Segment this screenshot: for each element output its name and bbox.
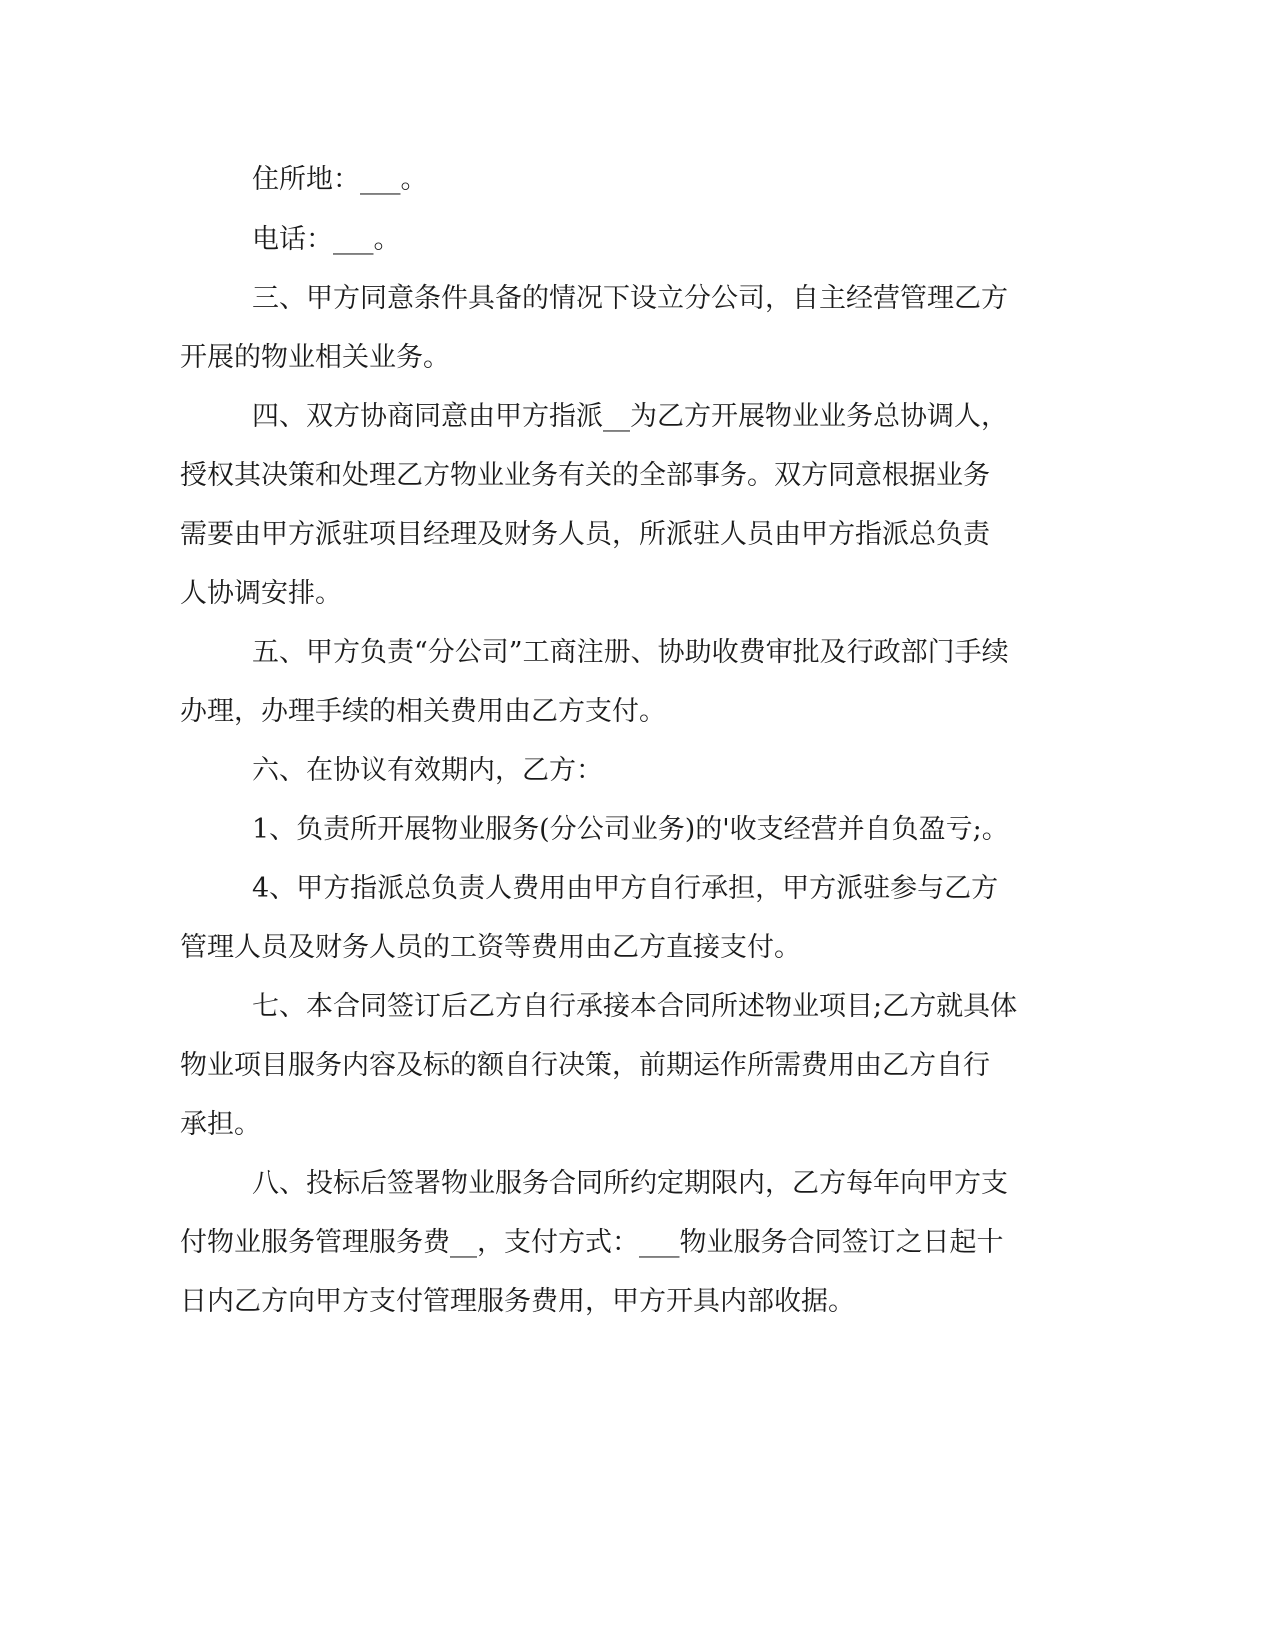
- line-text: 物业项目服务内容及标的额自行决策，前期运作所需费用由乙方自行: [180, 1050, 990, 1081]
- paragraph-line: [0, 160, 1275, 200]
- line-text: 七、本合同签订后乙方自行承接本合同所述物业项目;乙方就具体: [252, 991, 1018, 1022]
- paragraph-line: [0, 751, 1275, 791]
- paragraph-line: [0, 633, 1275, 673]
- paragraph-line: [0, 1223, 1275, 1263]
- line-text: 4、甲方指派总负责人费用由甲方自行承担，甲方派驻参与乙方: [252, 873, 999, 904]
- paragraph-line: [0, 692, 1275, 732]
- paragraph-line: [0, 397, 1275, 437]
- paragraph-line: [0, 869, 1275, 909]
- paragraph-line: [0, 515, 1275, 555]
- paragraph-line: [0, 279, 1275, 319]
- line-text: 1、负责所开展物业服务(分公司业务)的'收支经营并自负盈亏;。: [252, 814, 1009, 845]
- line-text: 承担。: [180, 1109, 261, 1140]
- line-text: 日内乙方向甲方支付管理服务费用，甲方开具内部收据。: [180, 1286, 855, 1317]
- paragraph-line: [0, 810, 1275, 850]
- line-text: 管理人员及财务人员的工资等费用由乙方直接支付。: [180, 932, 801, 963]
- line-text: 五、甲方负责“分公司”工商注册、协助收费审批及行政部门手续: [252, 637, 1009, 668]
- paragraph-line: [0, 1105, 1275, 1145]
- paragraph-line: [0, 220, 1275, 260]
- line-text: 住所地：___。: [252, 164, 428, 195]
- paragraph-line: [0, 574, 1275, 614]
- line-text: 授权其决策和处理乙方物业业务有关的全部事务。双方同意根据业务: [180, 460, 990, 491]
- line-text: 六、在协议有效期内，乙方：: [252, 755, 603, 786]
- line-text: 四、双方协商同意由甲方指派__为乙方开展物业业务总协调人，: [252, 401, 1008, 432]
- line-text: 三、甲方同意条件具备的情况下设立分公司，自主经营管理乙方: [252, 283, 1008, 314]
- line-text: 付物业服务管理服务费__，支付方式：___物业服务合同签订之日起十: [180, 1227, 1004, 1258]
- paragraph-line: [0, 987, 1275, 1027]
- line-text: 八、投标后签署物业服务合同所约定期限内，乙方每年向甲方支: [252, 1168, 1008, 1199]
- line-text: 人协调安排。: [180, 578, 342, 609]
- paragraph-line: [0, 928, 1275, 968]
- paragraph-line: [0, 456, 1275, 496]
- line-text: 办理，办理手续的相关费用由乙方支付。: [180, 696, 666, 727]
- paragraph-line: [0, 1164, 1275, 1204]
- line-text: 电话：___。: [252, 224, 401, 255]
- line-text: 开展的物业相关业务。: [180, 342, 450, 373]
- paragraph-line: [0, 1046, 1275, 1086]
- line-text: 需要由甲方派驻项目经理及财务人员，所派驻人员由甲方指派总负责: [180, 519, 990, 550]
- paragraph-line: [0, 338, 1275, 378]
- paragraph-line: [0, 1282, 1275, 1322]
